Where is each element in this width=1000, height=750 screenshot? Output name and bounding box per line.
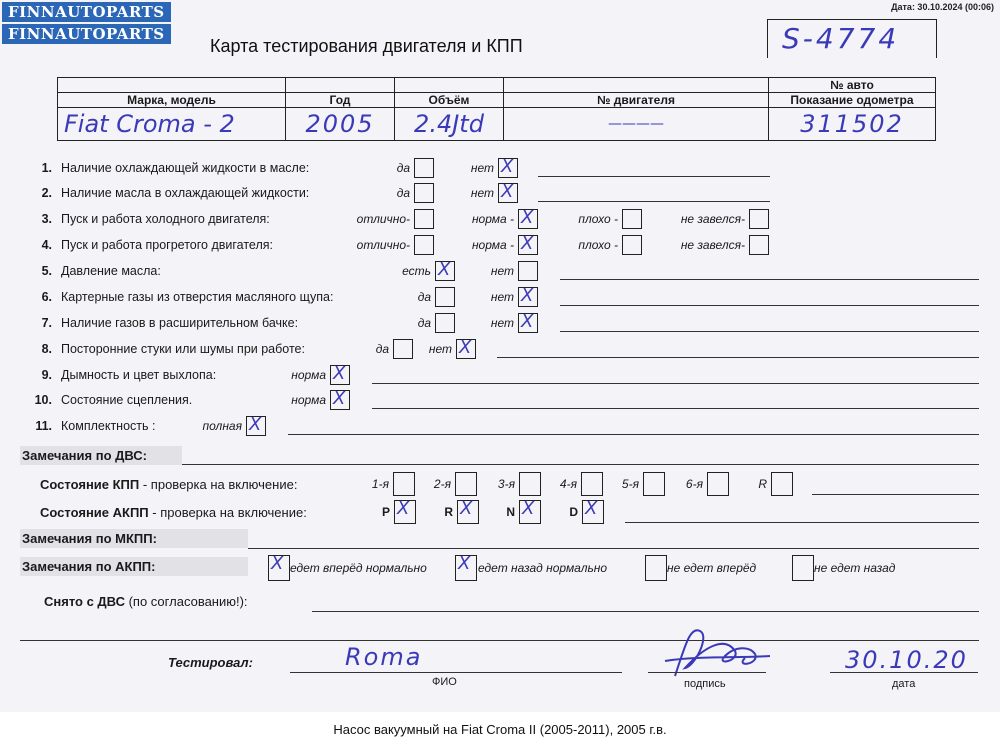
question-number: 6. [41,290,52,304]
option-label: отлично- [356,212,410,226]
auto-no-header: № авто [769,78,936,93]
answer-line[interactable] [560,305,979,306]
date-line[interactable] [830,672,978,673]
question-number: 4. [41,238,52,252]
sign-label: подпись [684,678,726,690]
gear-label: 3-я [497,477,515,491]
watermark-logo-2: FINNAUTOPARTS [2,24,171,44]
removed-line-2[interactable] [20,640,979,641]
model-value: Fiat Croma - 2 [64,110,235,138]
option-label: да [417,290,431,304]
engine-no-value: ———— [608,116,664,132]
akpp-remark-checkbox[interactable] [792,555,814,581]
answer-line[interactable] [538,201,770,202]
question-number: 7. [41,316,52,330]
akpp-remarks-line[interactable] [625,522,979,523]
checkbox[interactable] [518,287,538,307]
akpp-label: Состояние АКПП - проверка на включение: [40,505,307,520]
sign-line[interactable] [648,672,766,673]
option-label: нет [490,316,514,330]
question-text: Давление масла: [61,264,161,278]
option-label: да [417,316,431,330]
question-text: Комплектность : [61,419,156,433]
year-value: 2005 [305,110,375,138]
mkpp-remarks-line[interactable] [248,548,979,549]
option-label: плохо - [578,212,618,226]
option-label: да [396,161,410,175]
option-label: нет [470,186,494,200]
akpp-remark-label: не едет вперёд [667,561,757,575]
checkbox[interactable] [498,183,518,203]
gear-checkbox[interactable] [771,472,793,496]
volume-header: Объём [395,93,504,108]
mkpp-remarks-label: Замечания по МКПП: [20,529,248,548]
gear-label: 5-я [621,477,639,491]
option-label: да [375,342,389,356]
option-label: есть [402,264,431,278]
checkbox[interactable] [246,416,266,436]
gear-label: 1-я [371,477,389,491]
checkbox[interactable] [330,390,350,410]
vehicle-code: S-4774 [782,22,900,55]
removed-line[interactable] [312,611,979,612]
odometer-value: 311502 [800,110,904,138]
code-box [767,19,937,58]
question-number: 5. [41,264,52,278]
gear-label: 6-я [685,477,703,491]
watermark-logo: FINNAUTOPARTS [2,2,171,22]
gear-label: P [381,505,390,519]
option-label: да [396,186,410,200]
photo-caption: Насос вакуумный на Fiat Croma II (2005-2011), 2005 г.в. [333,722,667,737]
checkbox[interactable] [518,261,538,281]
question-number: 1. [41,161,52,175]
akpp-remark-checkbox[interactable] [268,555,290,581]
akpp-remark-label: не едет назад [814,561,896,575]
volume-value: 2.4Jtd [414,110,484,138]
answer-line[interactable] [497,357,979,358]
gear-label: R [444,505,453,519]
question-text: Пуск и работа холодного двигателя: [61,212,270,226]
option-label: норма [291,368,326,382]
gear-label: 2-я [433,477,451,491]
question-text: Наличие газов в расширительном бачке: [61,316,299,330]
akpp-remark-checkbox[interactable] [455,555,477,581]
gear-checkbox[interactable] [582,500,604,524]
checkbox[interactable] [330,365,350,385]
option-label: нет [428,342,452,356]
watermark-date: Дата: 30.10.2024 (00:06) [891,2,994,12]
question-text: Пуск и работа прогретого двигателя: [61,238,273,252]
question-number: 2. [41,186,52,200]
question-number: 11. [35,419,52,433]
question-number: 10. [34,393,52,407]
option-label: плохо - [578,238,618,252]
model-header: Марка, модель [58,93,286,108]
kpp-label: Состояние КПП - проверка на включение: [40,477,298,492]
answer-line[interactable] [372,383,979,384]
answer-line[interactable] [288,434,979,435]
option-label: норма - [471,238,514,252]
option-label: норма - [471,212,514,226]
removed-label: Снято с ДВС (по согласованию!): [44,594,248,609]
test-date: 30.10.20 [845,646,968,674]
gear-checkbox[interactable] [707,472,729,496]
akpp-remarks-label: Замечания по АКПП: [20,557,248,576]
gear-checkbox[interactable] [519,500,541,524]
kpp-remarks-line[interactable] [812,494,979,495]
gear-checkbox[interactable] [394,500,416,524]
dvs-remarks-line[interactable] [182,464,979,465]
gear-label: 4-я [559,477,577,491]
answer-line[interactable] [560,279,979,280]
option-label: не завелся- [680,212,745,226]
question-text: Наличие масла в охлаждающей жидкости: [61,186,310,200]
gear-label: R [758,477,767,491]
dvs-remarks-label: Замечания по ДВС: [20,446,182,465]
vehicle-info-table [57,77,936,141]
engine-no-header: № двигателя [504,93,769,108]
question-text: Картерные газы из отверстия масляного щупа: [61,290,334,304]
question-text: Состояние сцепления. [61,393,193,407]
fio-line[interactable] [290,672,622,673]
question-text: Посторонние стуки или шумы при работе: [61,342,305,356]
checkbox[interactable] [498,158,518,178]
checkbox[interactable] [456,339,476,359]
gear-label: N [506,505,515,519]
akpp-remark-label: едет назад нормально [478,561,608,575]
question-number: 3. [41,212,52,226]
tester-name: Roma [345,643,423,671]
akpp-remark-label: едет вперёд нормально [290,561,427,575]
tested-label: Тестировал: [168,655,253,670]
question-number: 8. [41,342,52,356]
option-label: полная [202,419,242,433]
checkbox[interactable] [518,313,538,333]
answer-line[interactable] [538,176,770,177]
odometer-header: Показание одометра [769,93,936,108]
answer-line[interactable] [372,408,979,409]
question-text: Дымность и цвет выхлопа: [61,368,217,382]
akpp-remark-checkbox[interactable] [645,555,667,581]
year-header: Год [286,93,395,108]
form-title: Карта тестирования двигателя и КПП [210,36,523,56]
gear-checkbox[interactable] [457,500,479,524]
date-label: дата [892,678,916,690]
option-label: нет [470,161,494,175]
option-label: отлично- [356,238,410,252]
question-number: 9. [41,368,52,382]
answer-line[interactable] [560,331,979,332]
signature [655,606,775,686]
option-label: нет [490,264,514,278]
fio-label: ФИО [432,676,457,688]
checkbox[interactable] [749,209,769,229]
gear-label: D [569,505,578,519]
option-label: норма [291,393,326,407]
question-text: Наличие охлаждающей жидкости в масле: [61,161,310,175]
option-label: нет [490,290,514,304]
checkbox[interactable] [749,235,769,255]
option-label: не завелся- [680,238,745,252]
